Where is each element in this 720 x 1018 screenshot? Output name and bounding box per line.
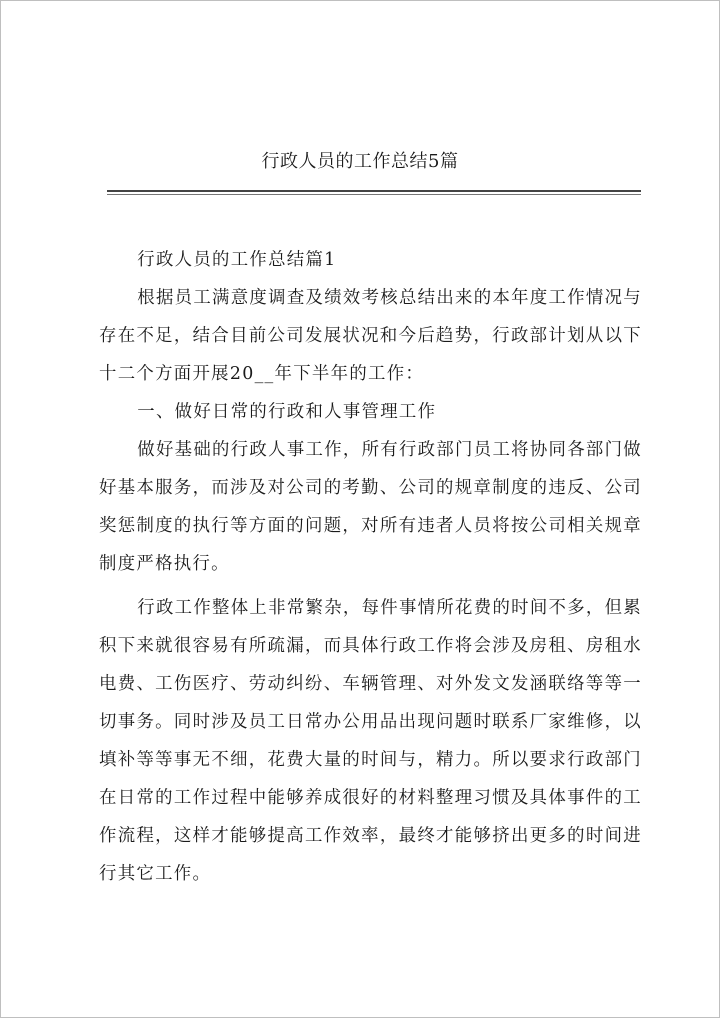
subsection-heading: 一、做好日常的行政和人事管理工作 [137,402,437,422]
document-title: 行政人员的工作总结5篇 [261,151,459,172]
document-body [99,241,642,893]
section-heading: 行政人员的工作总结篇1 [137,250,337,270]
body-paragraph: 做好基础的行政人事工作，所有行政部门员工将协同各部门做好基本服务，而涉及对公司的考勤、公司的规章制度的违反、公司奖惩制度的执行等方面的问题，对所有违者人员将按公司相关规章制度严格执行。 [99,440,642,574]
body-paragraph: 根据员工满意度调查及绩效考核总结出来的本年度工作情况与存在不足，结合目前公司发展状况和今后趋势，行政部计划从以下十二个方面开展20__年下半年的工作： [99,288,642,384]
title-divider [107,190,641,192]
title-divider-thin [107,194,641,195]
body-paragraph: 行政工作整体上非常繁杂，每件事情所花费的时间不多，但累积下来就很容易有所疏漏，而具体行政工作将会涉及房租、房租水电费、工伤医疗、劳动纠纷、车辆管理、对外发文发涵联络等等一切事务。同时涉及员工日常办公用品出现问题时联系厂家维修，以填补等等事无不细，花费大量的时间与，精力。所以要求行政部门在日常的工作过程中能够养成很好的材料整理习惯及具体事件的工作流程，这样才能够提高工作效率，最终才能够挤出更多的时间进行其它工作。 [99,598,642,884]
